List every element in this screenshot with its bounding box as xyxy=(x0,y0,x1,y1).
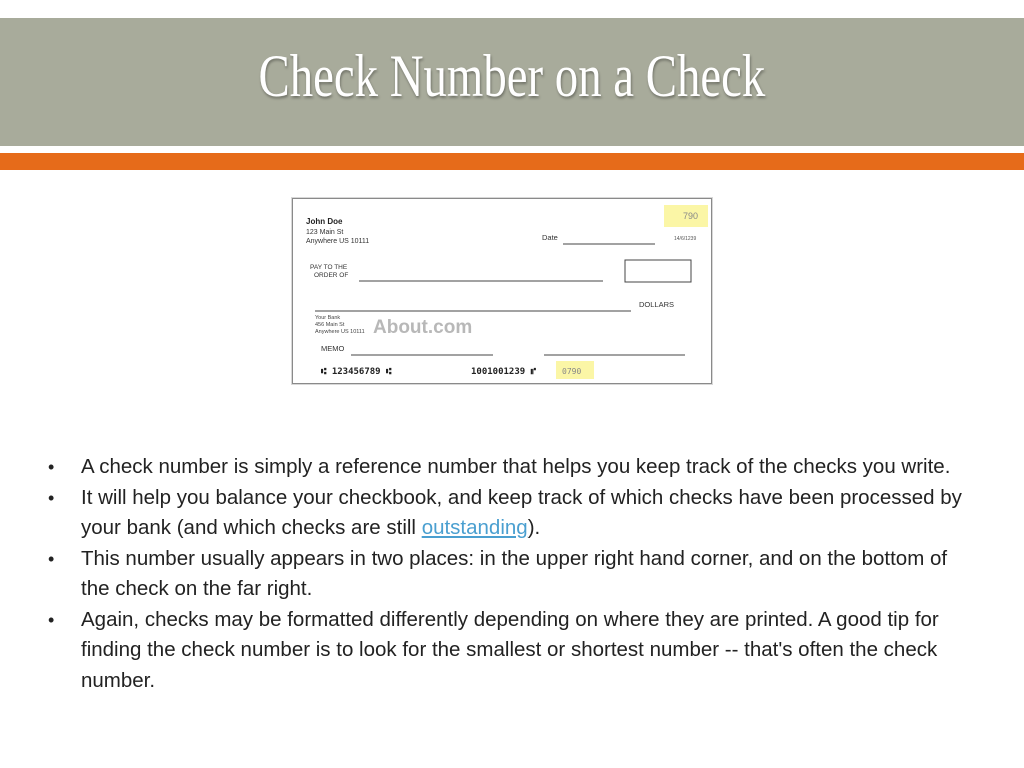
watermark: About.com xyxy=(373,317,473,338)
bank-address-1: 456 Main St xyxy=(315,322,345,328)
bank-address-2: Anywhere US 10111 xyxy=(315,329,365,335)
check-drawing xyxy=(293,199,710,382)
bullet-text: It will help you balance your checkbook, and keep track of which checks have been processed by your bank (and which checks are still xyxy=(81,485,962,539)
check-image xyxy=(292,198,712,384)
bank-name: Your Bank xyxy=(315,315,341,321)
bullet-text-end: ). xyxy=(527,516,541,539)
bullet-dot: • xyxy=(48,457,55,477)
title-bar xyxy=(0,18,1024,146)
check-number-top: 790 xyxy=(683,211,699,221)
bullet-dot: • xyxy=(48,548,55,569)
pay-to-label-2: ORDER OF xyxy=(314,272,349,279)
bullet-item xyxy=(48,483,968,544)
accent-stripe xyxy=(0,153,1024,170)
account-holder-address-1: 123 Main St xyxy=(306,229,344,236)
memo-label: MEMO xyxy=(321,344,345,353)
outstanding-link[interactable]: outstanding xyxy=(421,516,528,539)
bullet-dot: • xyxy=(48,609,55,630)
amount-box xyxy=(625,260,691,282)
routing-fraction: 14/6/1239 xyxy=(674,236,697,242)
bullet-list xyxy=(48,452,968,696)
date-label: Date xyxy=(542,233,558,242)
account-holder-address-2: Anywhere US 10111 xyxy=(306,238,370,245)
bullet-dot: • xyxy=(48,487,55,508)
bullet-item xyxy=(48,605,968,697)
micr-account-number: 1001001239 ⑈ xyxy=(471,367,537,377)
dollars-label: DOLLARS xyxy=(639,300,675,309)
bullet-text: A check number is simply a reference number that helps you keep track of the checks you write. xyxy=(81,455,951,478)
account-holder-name: John Doe xyxy=(306,217,343,226)
micr-routing-number: ⑆ 123456789 ⑆ xyxy=(321,367,392,377)
bullet-text: This number usually appears in two places: in the upper right hand corner, and on the bottom of the check on the far right. xyxy=(81,546,948,600)
bullet-item xyxy=(48,452,968,483)
bullet-item xyxy=(48,544,968,605)
micr-check-number: 0790 xyxy=(562,367,582,376)
slide-title: Check Number on a Check xyxy=(258,42,766,109)
pay-to-label-1: PAY TO THE xyxy=(310,264,348,271)
bullet-text: Again, checks may be formatted differently depending on where they are printed. A good tip for finding the check number is to look for the smallest or shortest number -- that's often the check number. xyxy=(81,607,939,692)
